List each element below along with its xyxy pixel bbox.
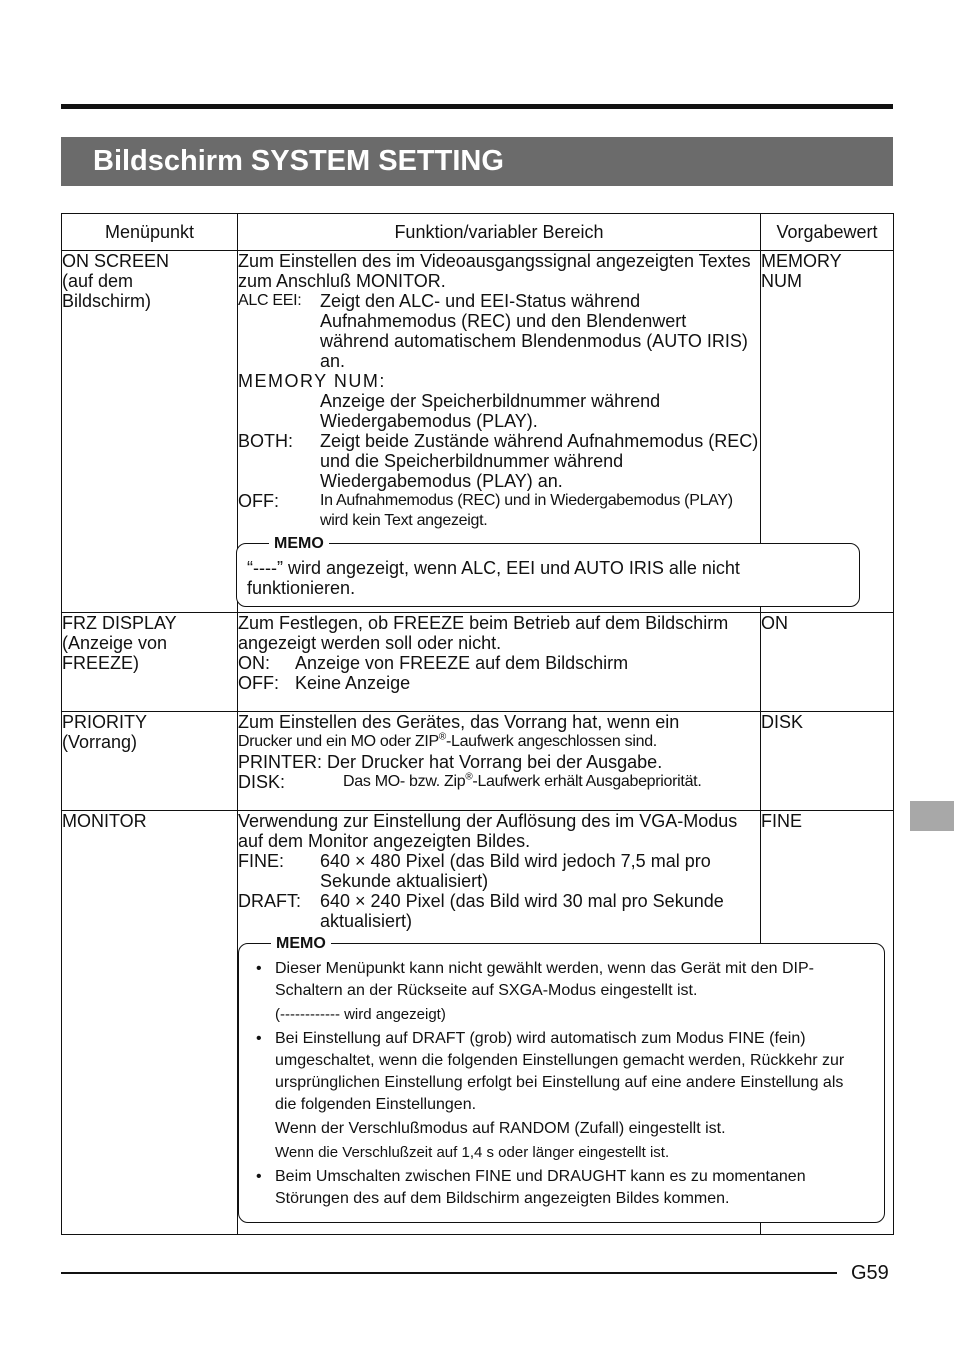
section-title-bar	[61, 137, 893, 186]
menu-sublabel: Bildschirm)	[62, 291, 152, 311]
menu-label: MONITOR	[62, 811, 147, 831]
option-memory-num	[238, 371, 760, 431]
header-function: Funktion/variabler Bereich	[238, 214, 761, 251]
option-fine	[238, 851, 760, 891]
option-desc: In Aufnahmemodus (REC) und in Wiedergabemodus (PLAY) wird kein Text angezeigt.	[320, 492, 733, 529]
menu-cell	[62, 712, 238, 811]
option-term: ON:	[238, 653, 271, 673]
option-term: DISK:	[238, 772, 286, 792]
table-row	[62, 251, 894, 613]
memo-item: • Dieser Menüpunkt kann nicht gewählt werden, wenn das Gerät mit den DIP-Schaltern an der Rückseite auf SXGA-Modus eingestellt ist.	[275, 958, 868, 1002]
option-alc-eei	[238, 291, 760, 371]
page-number: G59	[851, 1262, 889, 1284]
option-both	[238, 431, 760, 491]
memo-label: MEMO	[271, 935, 331, 953]
menu-sublabel: (Vorrang)	[62, 732, 138, 752]
menu-cell	[62, 613, 238, 712]
memo-item: • Beim Umschalten zwischen FINE und DRAUGHT kann es zu momentanen Störungen des auf dem Bildschirm angezeigten Bildes kommen.	[275, 1166, 868, 1210]
menu-label: FRZ DISPLAY	[62, 613, 177, 633]
default-value: FINE	[761, 811, 803, 831]
option-term: DRAFT:	[238, 891, 301, 911]
header-menu: Menüpunkt	[62, 214, 238, 251]
option-desc: Das MO- bzw. Zip®-Laufwerk erhält Ausgabepriorität.	[343, 771, 702, 790]
menu-sublabel: (Anzeige von	[62, 633, 168, 653]
option-printer: PRINTER: Der Drucker hat Vorrang bei der Ausgabe.	[238, 752, 663, 772]
option-off	[238, 491, 760, 531]
option-term: OFF:	[238, 673, 279, 693]
table-header-row	[62, 214, 894, 251]
menu-label: PRIORITY	[62, 712, 148, 732]
menu-cell	[62, 811, 238, 1235]
function-intro-cont: Drucker und ein MO oder ZIP®-Laufwerk angeschlossen sind.	[238, 731, 657, 750]
function-cell	[238, 811, 845, 1235]
memo-box	[238, 935, 885, 1223]
page-title: Bildschirm SYSTEM SETTING	[93, 145, 504, 177]
option-disk	[238, 772, 760, 792]
option-desc: 640 × 240 Pixel (das Bild wird 30 mal pro Sekunde aktualisiert)	[320, 891, 724, 931]
table-row	[62, 613, 894, 712]
option-desc: 640 × 480 Pixel (das Bild wird jedoch 7,5 mal pro Sekunde aktualisiert)	[320, 851, 711, 891]
memo-item: • Bei Einstellung auf DRAFT (grob) wird automatisch zum Modus FINE (fein) umgeschaltet, wenn die folgenden Einstellungen gemacht werden, Rückkehr zur ursprünglichen Einstellung erfolgt bei Einstellung auf eine andere Einstellung als die folgenden Einstellungen.	[275, 1028, 868, 1116]
option-term: OFF:	[238, 491, 279, 511]
default-value: ON	[761, 613, 788, 633]
memo-text: “----” wird angezeigt, wenn ALC, EEI und AUTO IRIS alle nicht funktionieren.	[247, 558, 740, 598]
function-cell	[238, 712, 761, 811]
option-desc: Zeigt beide Zustände während Aufnahmemodus (REC) und die Speicherbildnummer während Wiedergabemodus (PLAY) an.	[320, 431, 759, 491]
default-value: NUM	[761, 271, 802, 291]
option-term: BOTH:	[238, 431, 294, 451]
memo-box	[236, 535, 860, 607]
option-off	[238, 673, 760, 693]
default-value: DISK	[761, 712, 804, 732]
top-rule	[61, 104, 893, 109]
option-desc: Anzeige von FREEZE auf dem Bildschirm	[295, 653, 629, 673]
function-intro: Zum Einstellen des im Videoausgangssignal angezeigten Textes zum Anschluß MONITOR.	[238, 251, 751, 291]
function-intro: Zum Einstellen des Gerätes, das Vorrang hat, wenn ein	[238, 712, 680, 732]
function-cell	[238, 613, 761, 712]
menu-sublabel: (auf dem	[62, 271, 134, 291]
option-on	[238, 653, 760, 673]
option-term: ALC EEI:	[238, 292, 302, 309]
option-desc: Zeigt den ALC- und EEI-Status während Aufnahmemodus (REC) und den Blendenwert während automatischem Blendenmodus (AUTO IRIS) an.	[320, 291, 748, 371]
menu-cell	[62, 251, 238, 613]
function-intro: Zum Festlegen, ob FREEZE beim Betrieb auf dem Bildschirm angezeigt werden soll oder nicht.	[238, 613, 729, 653]
menu-label: ON SCREEN	[62, 251, 170, 271]
bottom-rule	[61, 1272, 837, 1274]
chapter-tab	[910, 801, 954, 831]
memo-label: MEMO	[269, 535, 329, 553]
default-cell	[761, 712, 894, 811]
table-row	[62, 712, 894, 811]
function-cell	[238, 251, 761, 613]
default-value: MEMORY	[761, 251, 842, 271]
option-draft	[238, 891, 760, 931]
option-desc: Anzeige der Speicherbildnummer während Wiedergabemodus (PLAY).	[320, 391, 661, 431]
header-default: Vorgabewert	[761, 214, 894, 251]
memo-subitem: Wenn der Verschlußmodus auf RANDOM (Zufall) eingestellt ist.	[275, 1120, 726, 1137]
memo-subitem: Wenn die Verschlußzeit auf 1,4 s oder länger eingestellt ist.	[275, 1144, 670, 1161]
table-row	[62, 811, 894, 1235]
default-cell	[761, 613, 894, 712]
option-desc: Keine Anzeige	[295, 673, 411, 693]
function-intro: Verwendung zur Einstellung der Auflösung des im VGA-Modus auf dem Monitor angezeigten Bildes.	[238, 811, 738, 851]
menu-sublabel: FREEZE)	[62, 653, 140, 673]
settings-table	[61, 213, 894, 1235]
option-term: FINE:	[238, 851, 285, 871]
memo-note: (------------ wird angezeigt)	[275, 1006, 446, 1023]
option-term: MEMORY NUM:	[238, 371, 386, 391]
